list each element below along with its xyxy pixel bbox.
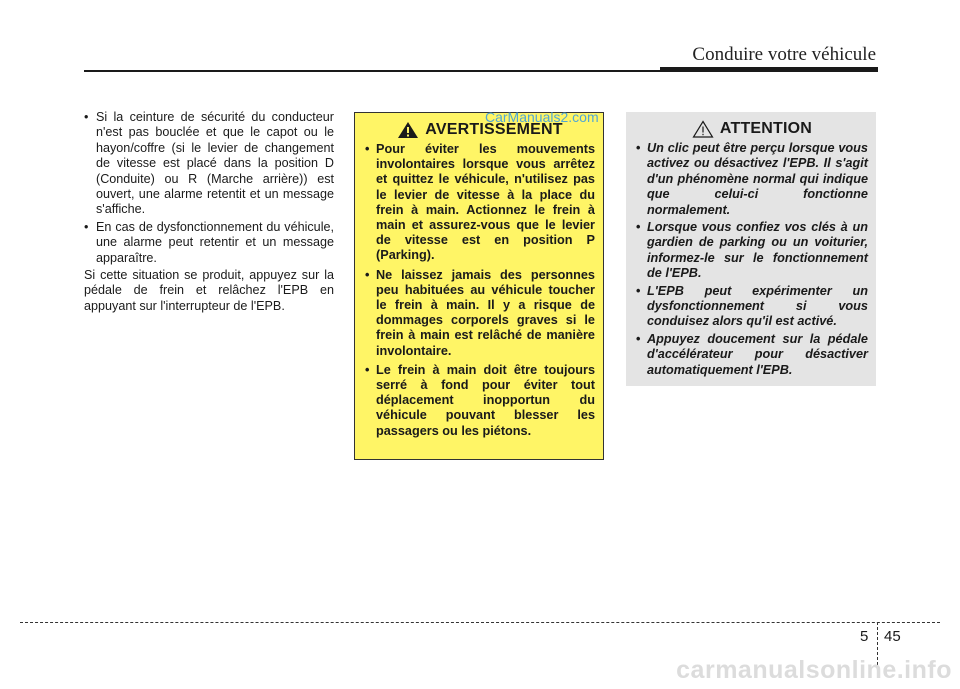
left-paragraph: Si cette situation se produit, appuyez sur la pédale de frein et relâchez l'EPB en appuyant sur l'interrupteur de l'EPB.: [84, 268, 334, 313]
attention-item: • Lorsque vous confiez vos clés à un gardien de parking ou un voiturier, informez-le sur le fonctionnement de l'EPB.: [636, 220, 868, 281]
warning-item: • Le frein à main doit être toujours serré à fond pour éviter tout déplacement inopportun du véhicule pouvant blesser les passagers ou les piétons.: [365, 362, 595, 438]
caution-triangle-icon: [692, 120, 714, 138]
attention-item: • Appuyez doucement sur la pédale d'accélérateur pour désactiver automatiquement l'EPB.: [636, 331, 868, 377]
left-bullet-text: En cas de dysfonctionnement du véhicule, une alarme peut retentir et un message apparaître.: [96, 219, 334, 265]
watermark-bottom[interactable]: carmanualsonline.info: [676, 656, 952, 684]
warning-triangle-icon: [397, 121, 419, 139]
attention-list: [636, 141, 868, 378]
header-rule-accent: [660, 67, 878, 72]
footer-divider: [20, 622, 940, 623]
attention-box: [626, 112, 876, 386]
warning-item: • Pour éviter les mouvements involontaires lorsque vous arrêtez et quittez le véhicule, n'utilisez pas le levier de vitesse à la place du frein à main. Actionnez le frein à main et assurez-vous que le levier de vitesse est en position P (Parking).: [365, 142, 595, 263]
warning-title: AVERTISSEMENT: [425, 121, 563, 138]
attention-item: • L'EPB peut expérimenter un dysfonctionnement si vous conduisez alors qu'il est activé.: [636, 283, 868, 329]
attention-item: • Un clic peut être perçu lorsque vous activez ou désactivez l'EPB. Il s'agit d'un phénomène normal qui indique que celui-ci fonctionne normalement.: [636, 141, 868, 217]
attention-title: ATTENTION: [719, 120, 813, 137]
watermark-top[interactable]: CarManuals2.com: [485, 109, 599, 125]
left-bullet-text: Si la ceinture de sécurité du conducteur n'est pas bouclée et que le capot ou le hayon/coffre (si le levier de changement de vitesse est placé dans la position D (Conduite) ou R (Marche arrière)) est ouvert, une alarme retentit et un message s'affiche.: [96, 110, 334, 217]
left-column: [84, 110, 334, 314]
page-number: 45: [884, 628, 901, 645]
page-header-title: Conduire votre véhicule: [692, 44, 876, 65]
warning-box: [354, 112, 604, 460]
left-bullet: • Si la ceinture de sécurité du conducteur n'est pas bouclée et que le capot ou le hayon/coffre (si le levier de changement de vitesse est placé dans la position D (Conduite) ou R (Marche arrière)) est ouvert, une alarme retentit et un message s'affiche.: [84, 110, 334, 217]
warning-item: • Ne laissez jamais des personnes peu habituées au véhicule toucher le frein à main. Il y a risque de dommages corporels graves si le frein à main est relâché de manière involontaire.: [365, 267, 595, 358]
attention-header: [636, 120, 868, 138]
left-bullet: • En cas de dysfonctionnement du véhicule, une alarme peut retentir et un message apparaître.: [84, 219, 334, 265]
chapter-number: 5: [860, 628, 869, 645]
warning-list: [365, 142, 595, 439]
